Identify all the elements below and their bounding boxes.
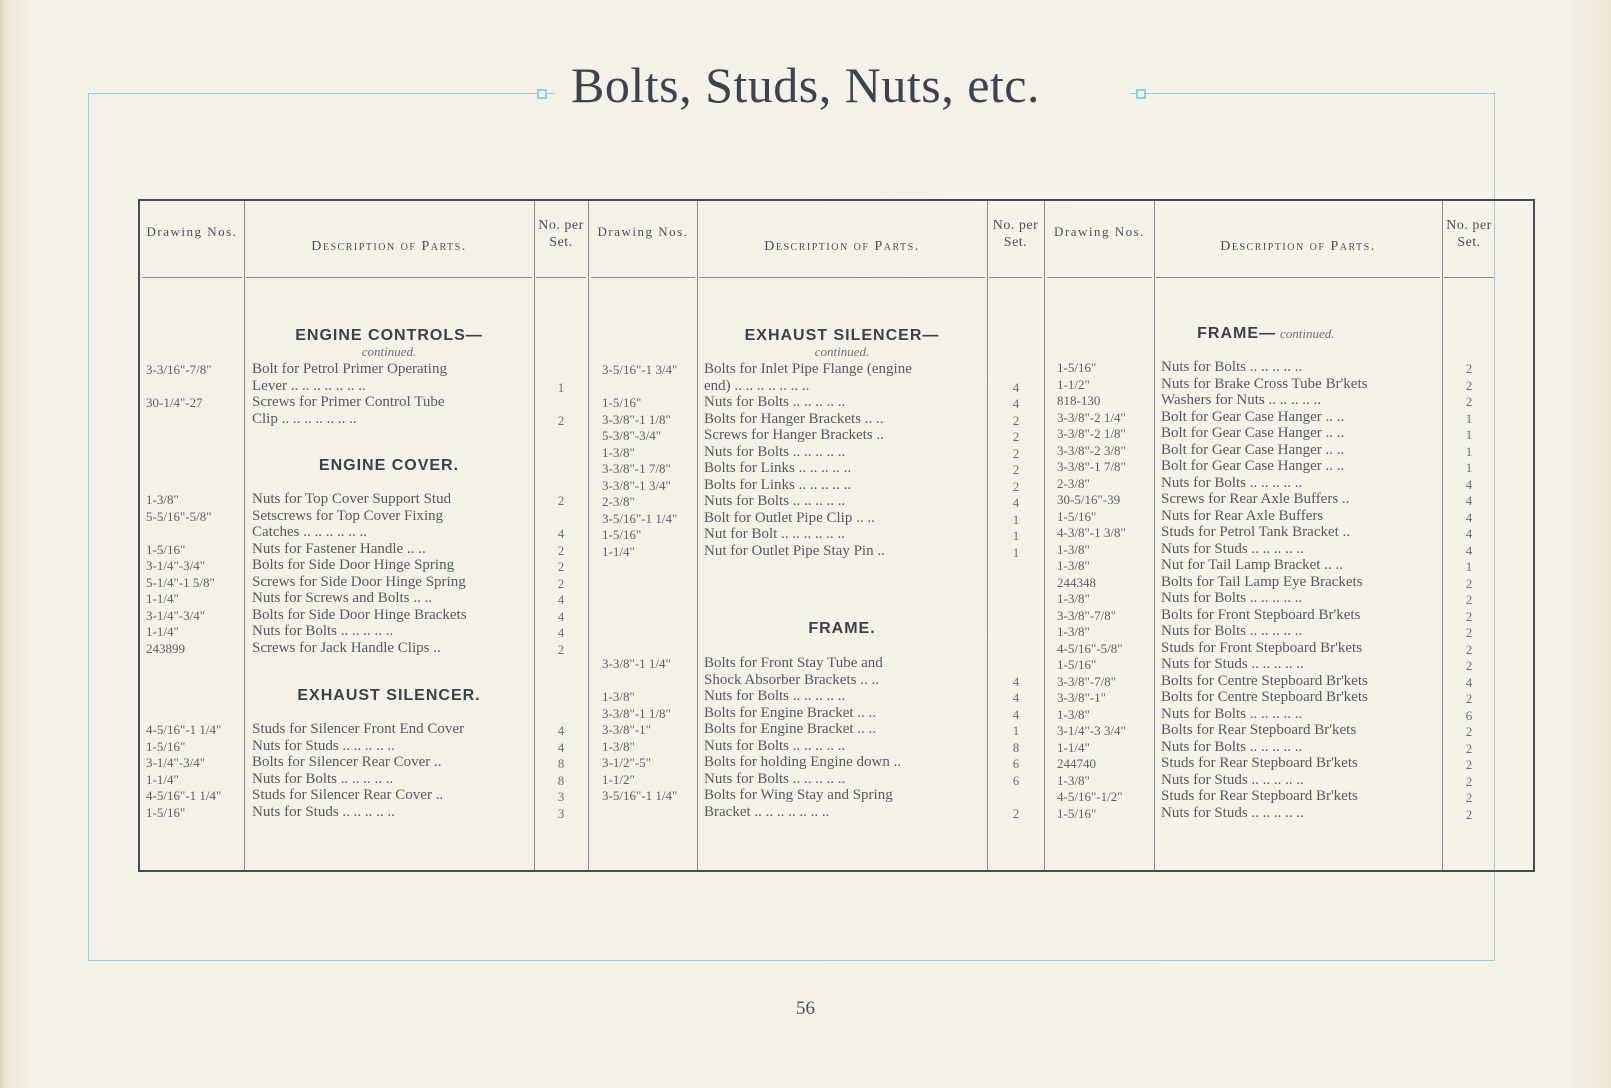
quantity-per-set: 8 (1012, 739, 1020, 755)
quantity-per-set: 2 (1465, 377, 1473, 393)
quantity-per-set: 2 (1465, 394, 1473, 409)
header-description: Description of Parts. (1220, 239, 1376, 254)
drawing-number: 3-3/8"-2 1/8" (1057, 426, 1126, 441)
part-description: Bolts for Centre Stepboard Br'kets (1161, 689, 1368, 705)
drawing-number: 2-3/8" (1057, 475, 1090, 491)
part-description: Bolts for Front Stepboard Br'kets (1161, 606, 1361, 623)
part-description: Bolts for Side Door Hinge Spring (252, 557, 455, 573)
column-divider (697, 201, 698, 870)
quantity-per-set: 4 (1012, 396, 1020, 411)
column-divider (534, 201, 535, 870)
part-description: Setscrews for Top Cover Fixing (252, 507, 444, 524)
quantity-per-set: 2 (1465, 773, 1473, 789)
part-description: Bolt for Petrol Primer Operating (252, 361, 447, 377)
header-rule (1156, 277, 1440, 278)
part-description: Studs for Front Stepboard Br'kets (1161, 639, 1363, 656)
drawing-number: 3-3/8"-1" (602, 722, 651, 737)
section-subtitle: continued. (814, 344, 870, 359)
part-description: Studs for Rear Stepboard Br'kets (1161, 788, 1358, 804)
drawing-number: 244740 (1057, 756, 1096, 771)
part-description: Washers for Nuts .. .. .. .. .. (1161, 392, 1322, 408)
quantity-per-set: 2 (557, 493, 565, 508)
drawing-number: 1-5/16" (146, 541, 186, 557)
quantity-per-set: 4 (557, 625, 565, 640)
drawing-number: 1-5/16" (146, 738, 186, 754)
quantity-per-set: 4 (1465, 493, 1473, 508)
part-description: Bolt for Outlet Pipe Clip .. .. (704, 509, 875, 526)
drawing-number: 3-3/8"-1 1/8" (602, 411, 671, 427)
quantity-per-set: 3 (557, 805, 565, 821)
part-description: Nuts for Bolts .. .. .. .. .. (704, 394, 846, 410)
header-description: Description of Parts. (311, 239, 467, 254)
drawing-number: 5-3/8"-3/4" (602, 428, 661, 443)
quantity-per-set: 2 (1465, 641, 1473, 657)
part-description: Nuts for Bolts .. .. .. .. .. (1161, 359, 1303, 375)
drawing-number: 3-3/8"-2 3/8" (1057, 442, 1126, 458)
quantity-per-set: 1 (1465, 559, 1473, 574)
quantity-per-set: 1 (1012, 511, 1020, 527)
drawing-number: 1-3/8" (1057, 624, 1090, 639)
drawing-number: 1-5/16" (602, 527, 642, 542)
quantity-per-set: 4 (1012, 495, 1020, 510)
quantity-per-set: 6 (1465, 707, 1473, 723)
part-description: Screws for Jack Handle Clips .. (252, 639, 441, 656)
drawing-number: 3-3/8"-1" (1057, 690, 1106, 705)
drawing-number: 3-1/4"-3/4" (146, 755, 205, 770)
drawing-number: 1-1/4" (146, 771, 179, 787)
part-description: Bolts for Front Stay Tube and (704, 655, 883, 671)
quantity-per-set: 2 (1465, 757, 1473, 772)
part-description: Nuts for Studs .. .. .. .. .. (252, 803, 395, 820)
part-description: end) .. .. .. .. .. .. .. (704, 377, 810, 394)
column-divider (244, 201, 245, 870)
drawing-number: 1-5/16" (1057, 360, 1097, 375)
quantity-per-set: 2 (1465, 790, 1473, 805)
quantity-per-set: 4 (557, 723, 565, 738)
drawing-number: 3-3/8"-1 7/8" (602, 461, 671, 476)
part-description: Screws for Side Door Hinge Spring (252, 573, 466, 590)
drawing-number: 5-1/4"-1 5/8" (146, 574, 215, 590)
quantity-per-set: 2 (1465, 608, 1473, 624)
quantity-per-set: 2 (557, 412, 565, 428)
part-description: Nuts for Studs .. .. .. .. .. (1161, 771, 1304, 788)
part-description: Bolts for Centre Stepboard Br'kets (1161, 672, 1368, 689)
drawing-number: 1-3/8" (1057, 706, 1090, 722)
quantity-per-set: 1 (1465, 460, 1473, 475)
quantity-per-set: 4 (1012, 673, 1020, 689)
quantity-per-set: 2 (1012, 462, 1020, 477)
quantity-per-set: 2 (1465, 658, 1473, 673)
quantity-per-set: 1 (1465, 427, 1473, 442)
quantity-per-set: 2 (1465, 740, 1473, 756)
quantity-per-set: 8 (557, 772, 565, 788)
quantity-per-set: 2 (1465, 691, 1473, 706)
header-rule (989, 277, 1042, 278)
part-description: Clip .. .. .. .. .. .. .. (252, 410, 357, 427)
drawing-number: 4-5/16"-1 1/4" (146, 788, 222, 803)
header-drawing-nos: Drawing Nos. (1054, 224, 1145, 239)
column-divider (1154, 201, 1155, 870)
drawing-number: 3-5/16"-1 3/4" (602, 362, 678, 377)
drawing-number: 1-3/8" (1057, 591, 1090, 606)
column-divider (987, 201, 988, 870)
drawing-number: 1-1/4" (602, 543, 635, 559)
part-description: Lever .. .. .. .. .. .. .. (252, 377, 366, 394)
section-title-frame-continued: FRAME— (1197, 325, 1276, 342)
part-description: Bolts for Wing Stay and Spring (704, 787, 893, 803)
drawing-number: 1-1/4" (146, 624, 179, 639)
part-description: Screws for Rear Axle Buffers .. (1161, 491, 1350, 507)
drawing-number: 3-3/8"-2 1/4" (1057, 409, 1126, 425)
quantity-per-set: 4 (1465, 476, 1473, 492)
part-description: Nuts for Studs .. .. .. .. .. (1161, 656, 1304, 672)
part-description: Nuts for Bolts .. .. .. .. .. (704, 737, 846, 754)
drawing-number: 5-5/16"-5/8" (146, 508, 212, 524)
part-description: Nuts for Bolts .. .. .. .. .. (1161, 738, 1303, 755)
drawing-number: 4-5/16"-5/8" (1057, 640, 1123, 656)
part-description: Screws for Primer Control Tube (252, 394, 445, 410)
part-description: Bolts for Engine Bracket .. .. (704, 704, 877, 721)
part-description: Nuts for Bolts .. .. .. .. .. (704, 770, 846, 787)
header-rule (246, 277, 532, 278)
drawing-number: 1-5/16" (602, 395, 642, 410)
page-title: Bolts, Studs, Nuts, etc. (571, 57, 1040, 113)
quantity-per-set: 3 (557, 789, 565, 804)
quantity-per-set: 4 (1012, 379, 1020, 395)
part-description: Studs for Silencer Rear Cover .. (252, 787, 444, 803)
quantity-per-set: 2 (1012, 429, 1020, 444)
part-description: Nuts for Bolts .. .. .. .. .. (1161, 590, 1303, 606)
part-description: Bolts for Links .. .. .. .. .. (704, 476, 852, 493)
header-drawing-nos: Drawing Nos. (597, 224, 689, 239)
quantity-per-set: 6 (1012, 772, 1020, 788)
drawing-number: 4-5/16"-1/2" (1057, 789, 1123, 804)
part-description: Nuts for Screws and Bolts .. .. (252, 590, 432, 606)
drawing-number: 3-1/4"-3/4" (146, 607, 205, 623)
part-description: Screws for Hanger Brackets .. (704, 427, 884, 443)
drawing-number: 3-3/8"-1 1/4" (602, 656, 671, 671)
drawing-number: 30-1/4"-27 (146, 395, 203, 410)
drawing-number: 1-1/2" (602, 771, 635, 787)
header-rule (591, 277, 695, 278)
part-description: Bolt for Gear Case Hanger .. .. (1161, 441, 1345, 458)
quantity-per-set: 1 (1465, 443, 1473, 459)
drawing-number: 3-3/8"-1 7/8" (1057, 459, 1126, 474)
part-description: Nuts for Bolts .. .. .. .. .. (704, 443, 846, 460)
part-description: Nuts for Studs .. .. .. .. .. (1161, 540, 1304, 557)
drawing-number: 2-3/8" (602, 494, 635, 509)
section-title-frame: FRAME. (808, 620, 876, 637)
section-subtitle: continued. (361, 344, 417, 359)
drawing-number: 3-1/2"-5" (602, 755, 651, 770)
quantity-per-set: 2 (557, 575, 565, 591)
quantity-per-set: 6 (1012, 756, 1020, 771)
part-description: Nuts for Studs .. .. .. .. .. (252, 737, 395, 754)
quantity-per-set: 4 (1465, 674, 1473, 690)
drawing-number: 244348 (1057, 574, 1096, 590)
drawing-number: 3-5/16"-1 1/4" (602, 510, 678, 526)
quantity-per-set: 4 (557, 739, 565, 755)
header-rule (699, 277, 985, 278)
part-description: Nut for Outlet Pipe Stay Pin .. (704, 542, 885, 559)
part-description: Bolt for Gear Case Hanger .. .. (1161, 425, 1345, 441)
drawing-number: 818-130 (1057, 393, 1101, 408)
quantity-per-set: 4 (557, 608, 565, 624)
drawing-number: 3-1/4"-3 3/4" (1057, 723, 1126, 738)
part-description: Bolt for Gear Case Hanger .. .. (1161, 408, 1345, 425)
drawing-number: 3-3/8"-7/8" (1057, 607, 1116, 623)
header-rule (142, 277, 242, 278)
part-description: Nuts for Bolts .. .. .. .. .. (1161, 705, 1303, 722)
header-description: Description of Parts. (764, 239, 920, 254)
quantity-per-set: 2 (1465, 806, 1473, 822)
drawing-number: 1-3/8" (602, 444, 635, 460)
quantity-per-set: 2 (1012, 445, 1020, 461)
quantity-per-set: 2 (557, 641, 565, 657)
drawing-number: 1-1/4" (146, 591, 179, 606)
part-description: Nuts for Rear Axle Buffers (1161, 507, 1324, 524)
part-description: Bolt for Gear Case Hanger .. .. (1161, 458, 1345, 474)
column-divider (1044, 201, 1045, 870)
part-description: Shock Absorber Brackets .. .. (704, 671, 879, 688)
quantity-per-set: 8 (557, 756, 565, 771)
part-description: Bolts for Side Door Hinge Brackets (252, 606, 467, 623)
drawing-number: 1-3/8" (1057, 772, 1090, 788)
drawing-number: 1-1/4" (1057, 739, 1090, 755)
quantity-per-set: 1 (1012, 544, 1020, 560)
drawing-number: 1-3/8" (602, 689, 635, 704)
quantity-per-set: 4 (557, 526, 565, 541)
part-description: Nut for Bolt .. .. .. .. .. .. (704, 526, 845, 542)
header-no-per-set: No. per Set. (992, 218, 1039, 250)
quantity-per-set: 1 (1465, 410, 1473, 426)
quantity-per-set: 2 (1465, 361, 1473, 376)
part-description: Nuts for Brake Cross Tube Br'kets (1161, 375, 1368, 392)
part-description: Nuts for Bolts .. .. .. .. .. (1161, 474, 1303, 491)
parts-table (138, 199, 1535, 872)
part-description: Nuts for Studs .. .. .. .. .. (1161, 804, 1304, 821)
part-description: Bolts for holding Engine down .. (704, 754, 902, 770)
header-rule (536, 277, 586, 278)
header-rule (1047, 277, 1152, 278)
quantity-per-set: 2 (1012, 805, 1020, 821)
part-description: Bolts for Engine Bracket .. .. (704, 721, 877, 737)
drawing-number: 3-5/16"-1 1/4" (602, 788, 678, 803)
drawing-number: 1-3/8" (602, 738, 635, 754)
quantity-per-set: 2 (1465, 575, 1473, 591)
page-number: 56 (796, 998, 815, 1019)
quantity-per-set: 4 (1465, 526, 1473, 541)
quantity-per-set: 1 (1012, 723, 1020, 738)
quantity-per-set: 2 (557, 559, 565, 574)
part-description: Bolts for Hanger Brackets .. .. (704, 410, 884, 427)
quantity-per-set: 2 (1465, 625, 1473, 640)
drawing-number: 243899 (146, 640, 185, 656)
drawing-number: 1-5/16" (1057, 805, 1097, 821)
quantity-per-set: 1 (1012, 528, 1020, 543)
section-title-exhaust-silencer-continued: EXHAUST SILENCER— (744, 327, 940, 344)
part-description: Bolts for Tail Lamp Eye Brackets (1161, 573, 1363, 590)
column-divider (588, 201, 589, 870)
quantity-per-set: 2 (1012, 412, 1020, 428)
part-description: Nuts for Bolts .. .. .. .. .. (704, 688, 846, 704)
header-rule (1444, 277, 1494, 278)
part-description: Bolts for Inlet Pipe Flange (engine (704, 361, 912, 377)
quantity-per-set: 4 (1465, 542, 1473, 558)
quantity-per-set: 2 (1465, 592, 1473, 607)
drawing-number: 3-3/8"-7/8" (1057, 673, 1116, 689)
quantity-per-set: 2 (1012, 478, 1020, 494)
part-description: Nuts for Fastener Handle .. .. (252, 540, 426, 557)
part-description: Nuts for Bolts .. .. .. .. .. (252, 623, 394, 639)
drawing-number: 1-5/16" (146, 804, 186, 820)
part-description: Nuts for Bolts .. .. .. .. .. (704, 493, 846, 509)
section-title-engine-cover: ENGINE COVER. (318, 457, 460, 474)
part-description: Studs for Petrol Tank Bracket .. (1161, 524, 1351, 540)
quantity-per-set: 2 (1465, 724, 1473, 739)
drawing-number: 3-3/8"-1 3/4" (602, 477, 671, 493)
quantity-per-set: 4 (1012, 706, 1020, 722)
drawing-number: 4-5/16"-1 1/4" (146, 722, 222, 737)
quantity-per-set: 4 (1012, 690, 1020, 705)
drawing-number: 1-3/8" (1057, 541, 1090, 557)
drawing-number: 3-1/4"-3/4" (146, 558, 205, 573)
part-description: Studs for Silencer Front End Cover (252, 721, 465, 737)
part-description: Studs for Rear Stepboard Br'kets (1161, 755, 1358, 771)
drawing-number: 3-3/8"-1 1/8" (602, 705, 671, 721)
drawing-number: 1-5/16" (1057, 657, 1097, 672)
quantity-per-set: 2 (557, 542, 565, 558)
section-title-engine-controls: ENGINE CONTROLS— (295, 327, 483, 344)
header-drawing-nos: Drawing Nos. (146, 224, 238, 239)
quantity-per-set: 1 (557, 379, 565, 395)
section-title-exhaust-silencer: EXHAUST SILENCER. (297, 687, 481, 704)
page-edge (0, 0, 6, 1088)
quantity-per-set: 4 (557, 592, 565, 607)
drawing-number: 30-5/16"-39 (1057, 492, 1121, 507)
part-description: Bolts for Links .. .. .. .. .. (704, 460, 852, 476)
part-description: Nuts for Top Cover Support Stud (252, 491, 452, 507)
header-no-per-set: No. per Set. (1446, 218, 1492, 250)
part-description: Catches .. .. .. .. .. .. (252, 524, 367, 540)
quantity-per-set: 4 (1465, 509, 1473, 525)
drawing-number: 1-3/8" (146, 492, 179, 507)
part-description: Nuts for Bolts .. .. .. .. .. (1161, 623, 1303, 639)
section-subtitle: continued. (1280, 326, 1335, 341)
drawing-number: 1-1/2" (1057, 376, 1090, 392)
part-description: Nuts for Bolts .. .. .. .. .. (252, 770, 394, 787)
drawing-number: 1-5/16" (1057, 508, 1097, 524)
drawing-number: 1-3/8" (1057, 558, 1090, 573)
part-description: Bolts for Silencer Rear Cover .. (252, 754, 442, 770)
column-divider (1442, 201, 1443, 870)
part-description: Bracket .. .. .. .. .. .. .. (704, 803, 830, 820)
part-description: Bolts for Rear Stepboard Br'kets (1161, 722, 1357, 738)
drawing-number: 3-3/16"-7/8" (146, 362, 212, 377)
part-description: Nut for Tail Lamp Bracket .. .. (1161, 557, 1343, 573)
drawing-number: 4-3/8"-1 3/8" (1057, 525, 1126, 540)
header-no-per-set: No. per Set. (538, 218, 584, 250)
